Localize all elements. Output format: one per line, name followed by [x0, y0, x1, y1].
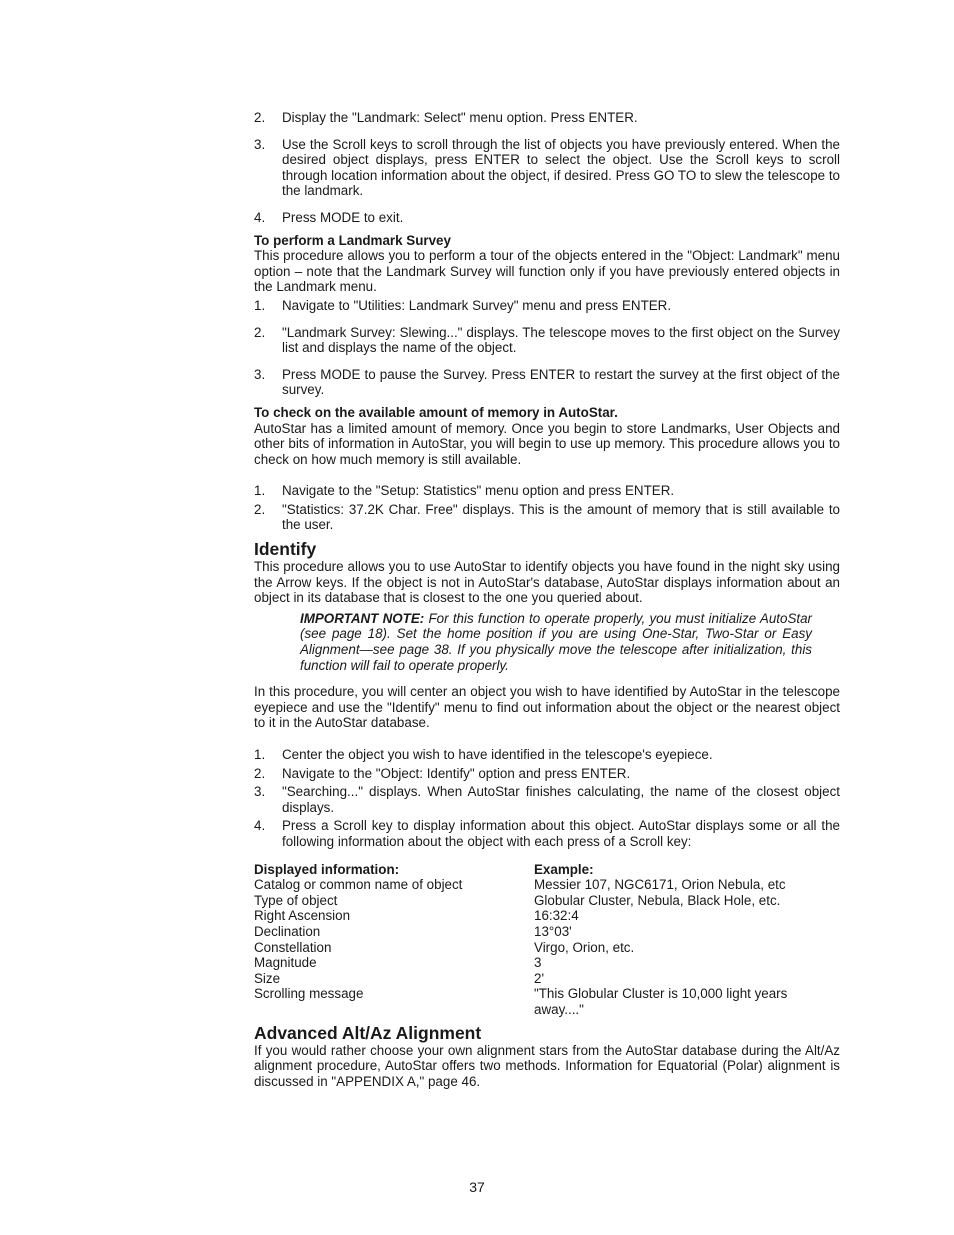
- identify-steps: [254, 747, 840, 850]
- list-item: 3. Use the Scroll keys to scroll through the list of objects you have previously entered. When the desired object displays, press ENTER to select the object. Use the Scroll keys to scroll through location information about the object, if desired. Press GO TO to slew the telescope to the landmark.: [254, 136, 840, 199]
- header-displayed-information: Displayed information:: [254, 861, 400, 877]
- page-content: [254, 110, 840, 1089]
- table-row: Constellation Virgo, Orion, etc.: [254, 939, 635, 955]
- advanced-alignment-text: If you would rather choose your own alignment stars from the AutoStar database during the Alt/Az alignment procedure, AutoStar offers two methods. Information for Equatorial (Polar) alignment is discussed in "APPENDIX A," page 46.: [254, 1042, 840, 1089]
- list-item: 2. "Landmark Survey: Slewing..." displays. The telescope moves to the first object on the Survey list and displays the name of the object.: [254, 324, 840, 356]
- list-item: 3. "Searching..." displays. When AutoStar finishes calculating, the name of the closest object displays.: [254, 784, 840, 815]
- header-example: Example:: [534, 861, 594, 877]
- table-row: Right Ascension 16:32:4: [254, 908, 579, 924]
- identify-paragraph: In this procedure, you will center an object you wish to have identified by AutoStar in the telescope eyepiece and use the "Identify" menu to find out information about the object or the nearest object to it in the AutoStar database.: [254, 684, 840, 731]
- list-item: 1. Navigate to the "Setup: Statistics" menu option and press ENTER.: [254, 483, 675, 499]
- table-row: Scrolling message "This Globular Cluster is 10,000 light years away....": [254, 986, 788, 1017]
- survey-steps: [254, 298, 840, 398]
- displayed-info-table: [254, 862, 840, 1018]
- note-text: For this function to operate properly, you must initialize AutoStar (see page 18). Set the home position if you are using One-Star, Two-Star or Easy Alignment—see page 38. If you physically move the telescope after initialization, this function will fail to operate properly.: [300, 610, 813, 673]
- table-row: Magnitude 3: [254, 955, 542, 971]
- survey-heading: To perform a Landmark Survey: [254, 232, 451, 248]
- memory-intro: AutoStar has a limited amount of memory. Once you begin to store Landmarks, User Objects and other bits of information in AutoStar, you will begin to use up memory. This procedure allows you to check on how much memory is still available.: [254, 420, 840, 467]
- memory-steps: [254, 483, 840, 533]
- memory-heading: To check on the available amount of memory in AutoStar.: [254, 404, 618, 420]
- list-item: 4. Press a Scroll key to display information about this object. AutoStar displays some or all the following information about the object with each press of a Scroll key:: [254, 818, 840, 849]
- table-header-row: [254, 862, 840, 878]
- list-item: 2. Navigate to the "Object: Identify" option and press ENTER.: [254, 765, 631, 781]
- important-note: [300, 611, 812, 673]
- identify-intro: This procedure allows you to use AutoStar to identify objects you have found in the night sky using the Arrow keys. If the object is not in AutoStar's database, AutoStar displays information about an object in its database that is closest to the one you queried about.: [254, 559, 840, 606]
- survey-intro: This procedure allows you to perform a tour of the objects entered in the "Object: Landmark" menu option – note that the Landmark Survey will function only if you have previously entered objects in the Landmark menu.: [254, 248, 840, 295]
- advanced-alignment-title: Advanced Alt/Az Alignment: [254, 1022, 482, 1043]
- list-item: 4. Press MODE to exit.: [254, 209, 404, 225]
- note-label: IMPORTANT NOTE:: [300, 610, 425, 626]
- list-item: 3. Press MODE to pause the Survey. Press ENTER to restart the survey at the first object of the survey.: [254, 366, 840, 398]
- table-row: Size 2': [254, 970, 545, 986]
- list-item: 1. Center the object you wish to have identified in the telescope's eyepiece.: [254, 747, 713, 762]
- landmark-select-steps: [254, 110, 840, 226]
- identify-title: Identify: [254, 539, 317, 560]
- list-item: 2. Display the "Landmark: Select" menu option. Press ENTER.: [254, 110, 638, 125]
- list-item: 2. "Statistics: 37.2K Char. Free" displays. This is the amount of memory that is still available to the user.: [254, 501, 840, 533]
- list-item: 1. Navigate to "Utilities: Landmark Survey" menu and press ENTER.: [254, 297, 672, 313]
- page-number: 37: [469, 1179, 485, 1195]
- table-row: Declination 13°03': [254, 923, 572, 939]
- table-row: Catalog or common name of object Messier 107, NGC6171, Orion Nebula, etc: [254, 877, 786, 893]
- table-row: Type of object Globular Cluster, Nebula, Black Hole, etc.: [254, 892, 781, 908]
